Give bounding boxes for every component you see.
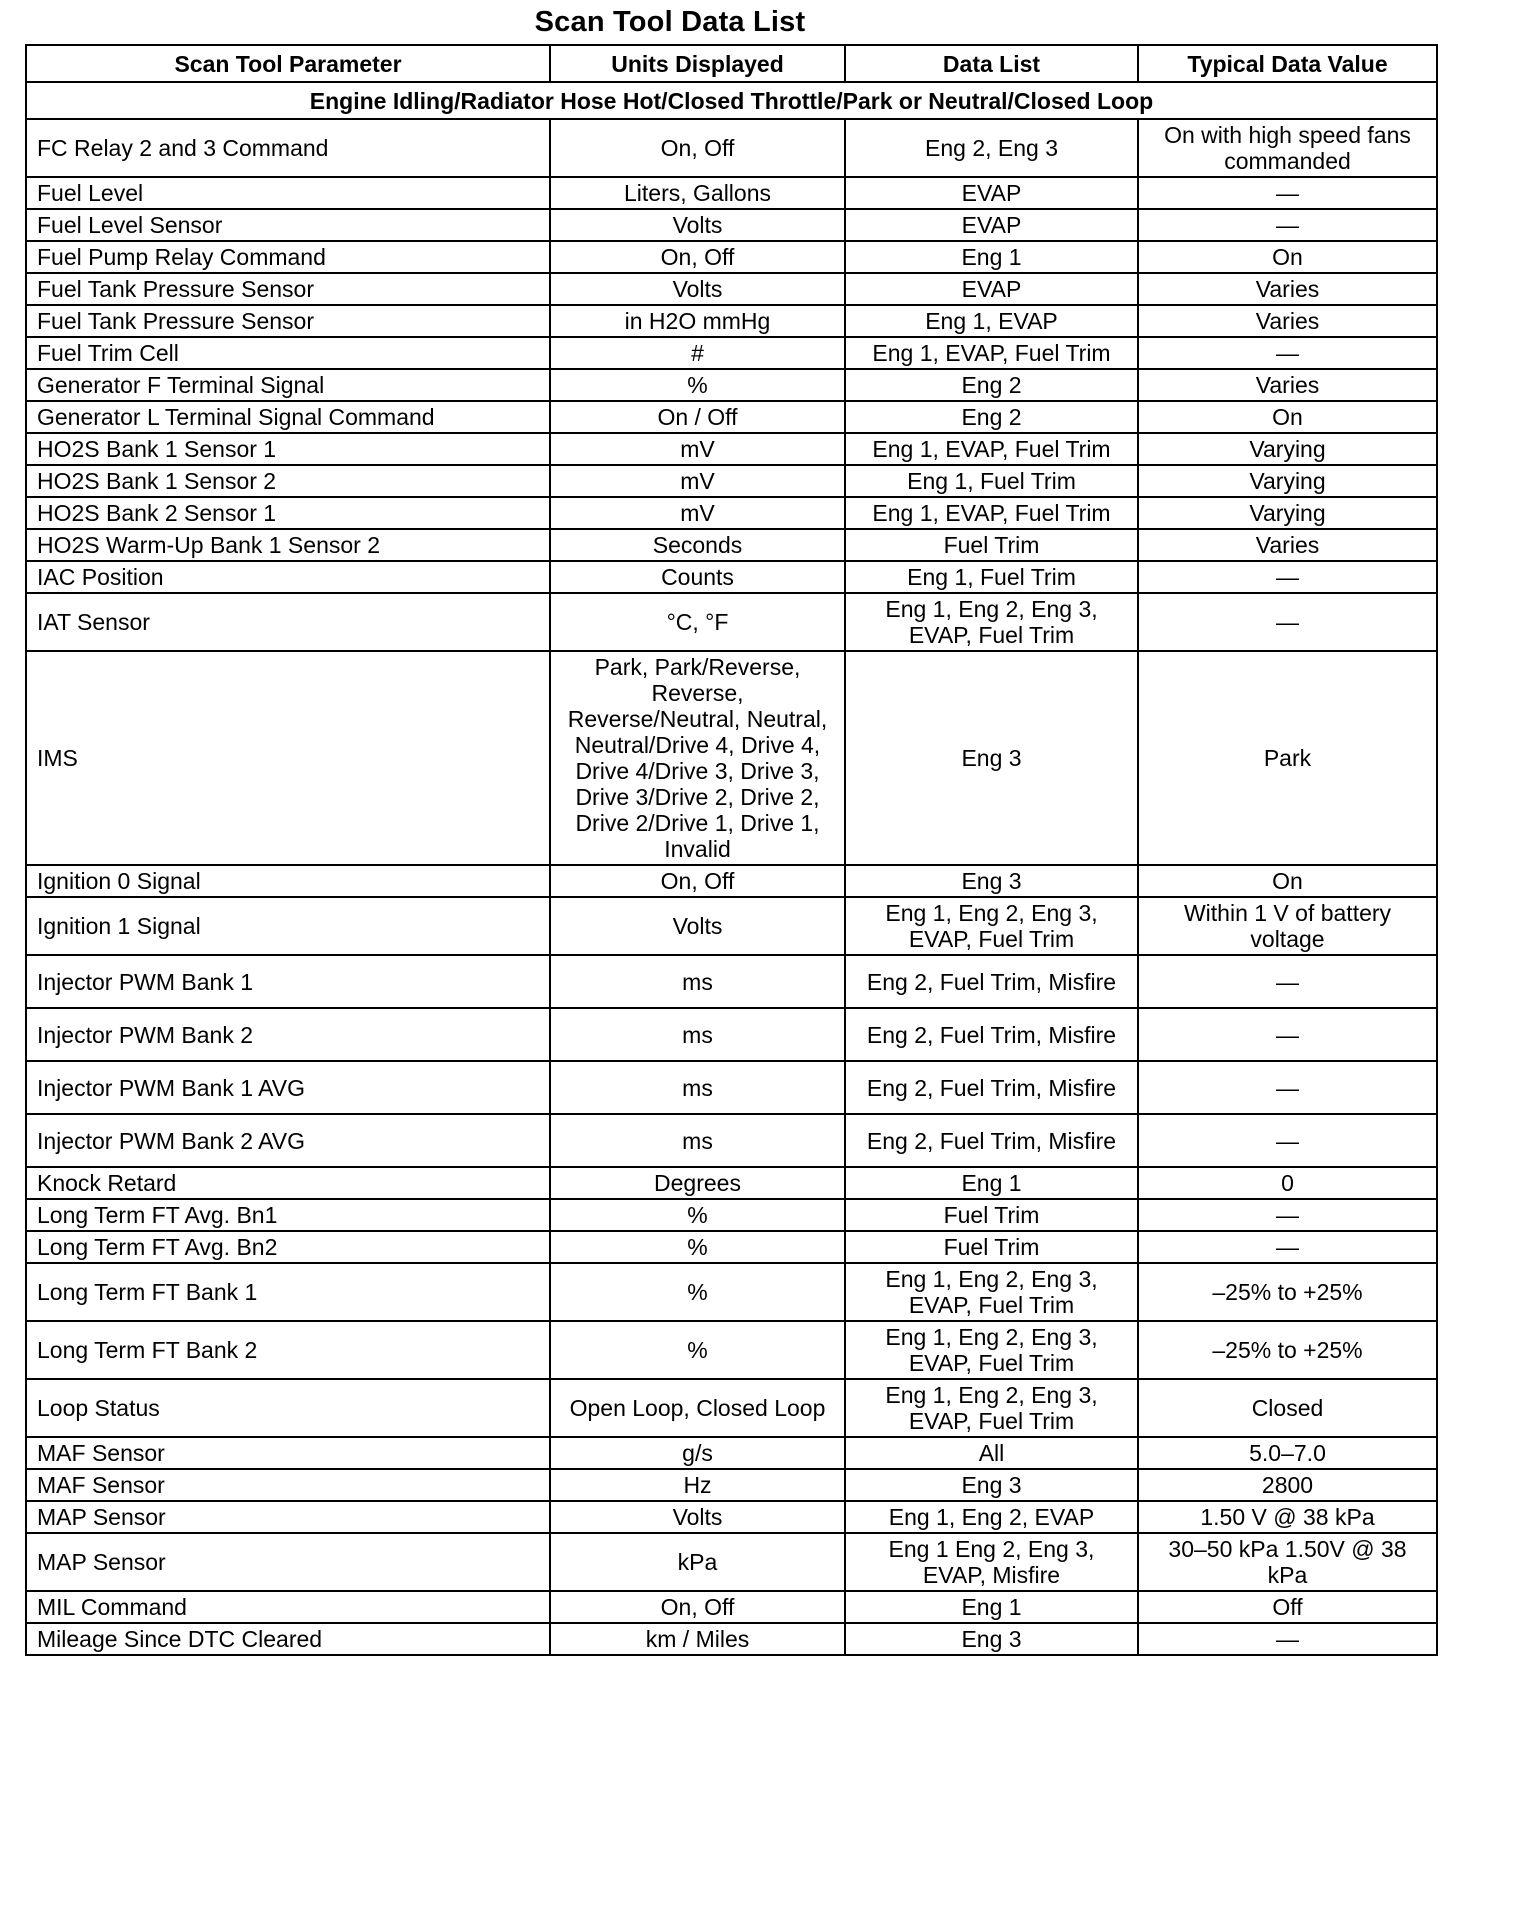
cell-units: Volts — [550, 209, 845, 241]
cell-units: ms — [550, 1114, 845, 1167]
cell-typical-value: 2800 — [1138, 1469, 1437, 1501]
cell-typical-value: –25% to +25% — [1138, 1263, 1437, 1321]
cell-data-list: Eng 3 — [845, 865, 1138, 897]
cell-typical-value: –25% to +25% — [1138, 1321, 1437, 1379]
cell-data-list: Eng 1, Fuel Trim — [845, 465, 1138, 497]
cell-units: ms — [550, 1061, 845, 1114]
condition-text: Engine Idling/Radiator Hose Hot/Closed Throttle/Park or Neutral/Closed Loop — [26, 82, 1437, 119]
cell-typical-value: — — [1138, 593, 1437, 651]
table-row — [26, 305, 1437, 337]
cell-data-list: Fuel Trim — [845, 1231, 1138, 1263]
header-data-list: Data List — [845, 45, 1138, 82]
scan-tool-data-table — [25, 44, 1438, 1656]
table-row — [26, 561, 1437, 593]
table-row — [26, 433, 1437, 465]
cell-data-list: Eng 3 — [845, 1623, 1138, 1655]
cell-data-list: Eng 2 — [845, 401, 1138, 433]
cell-data-list: Eng 1 Eng 2, Eng 3, EVAP, Misfire — [845, 1533, 1138, 1591]
cell-typical-value: Off — [1138, 1591, 1437, 1623]
cell-data-list: Eng 2, Fuel Trim, Misfire — [845, 1061, 1138, 1114]
cell-typical-value: — — [1138, 177, 1437, 209]
cell-units: kPa — [550, 1533, 845, 1591]
table-row — [26, 1533, 1437, 1591]
cell-parameter: Knock Retard — [26, 1167, 550, 1199]
cell-units: Degrees — [550, 1167, 845, 1199]
page-title: Scan Tool Data List — [534, 6, 806, 38]
table-row — [26, 1501, 1437, 1533]
cell-typical-value: Closed — [1138, 1379, 1437, 1437]
cell-data-list: All — [845, 1437, 1138, 1469]
cell-data-list: Eng 2, Eng 3 — [845, 119, 1138, 177]
cell-units: in H2O mmHg — [550, 305, 845, 337]
table-row — [26, 865, 1437, 897]
cell-data-list: Eng 1, Eng 2, Eng 3, EVAP, Fuel Trim — [845, 1379, 1138, 1437]
cell-parameter: FC Relay 2 and 3 Command — [26, 119, 550, 177]
cell-parameter: Generator F Terminal Signal — [26, 369, 550, 401]
cell-data-list: Eng 1 — [845, 1591, 1138, 1623]
cell-data-list: Fuel Trim — [845, 529, 1138, 561]
table-row — [26, 1263, 1437, 1321]
cell-typical-value: Within 1 V of battery voltage — [1138, 897, 1437, 955]
cell-parameter: Loop Status — [26, 1379, 550, 1437]
cell-parameter: HO2S Bank 1 Sensor 1 — [26, 433, 550, 465]
cell-units: # — [550, 337, 845, 369]
cell-units: % — [550, 369, 845, 401]
cell-units: mV — [550, 433, 845, 465]
table-row — [26, 241, 1437, 273]
table-row — [26, 1437, 1437, 1469]
cell-parameter: HO2S Warm-Up Bank 1 Sensor 2 — [26, 529, 550, 561]
cell-data-list: Eng 1, Eng 2, Eng 3, EVAP, Fuel Trim — [845, 897, 1138, 955]
table-row — [26, 1623, 1437, 1655]
cell-units: ms — [550, 1008, 845, 1061]
cell-typical-value: Varies — [1138, 369, 1437, 401]
cell-data-list: Eng 1 — [845, 1167, 1138, 1199]
cell-data-list: Eng 1, Eng 2, Eng 3, EVAP, Fuel Trim — [845, 1263, 1138, 1321]
table-row — [26, 1199, 1437, 1231]
header-row — [26, 45, 1437, 82]
cell-parameter: HO2S Bank 1 Sensor 2 — [26, 465, 550, 497]
cell-parameter: MAF Sensor — [26, 1437, 550, 1469]
table-row — [26, 529, 1437, 561]
cell-typical-value: 30–50 kPa 1.50V @ 38 kPa — [1138, 1533, 1437, 1591]
condition-row — [26, 82, 1437, 119]
cell-parameter: Ignition 1 Signal — [26, 897, 550, 955]
cell-data-list: Eng 3 — [845, 1469, 1138, 1501]
cell-parameter: Fuel Pump Relay Command — [26, 241, 550, 273]
cell-units: Open Loop, Closed Loop — [550, 1379, 845, 1437]
table-row — [26, 465, 1437, 497]
table-row — [26, 651, 1437, 865]
cell-units: Volts — [550, 273, 845, 305]
table-row — [26, 119, 1437, 177]
cell-units: On, Off — [550, 241, 845, 273]
cell-data-list: Eng 1, EVAP, Fuel Trim — [845, 433, 1138, 465]
cell-data-list: EVAP — [845, 209, 1138, 241]
cell-units: % — [550, 1231, 845, 1263]
cell-parameter: Fuel Level — [26, 177, 550, 209]
cell-typical-value: Varies — [1138, 273, 1437, 305]
cell-typical-value: — — [1138, 337, 1437, 369]
cell-parameter: Injector PWM Bank 1 AVG — [26, 1061, 550, 1114]
table-row — [26, 1008, 1437, 1061]
table-row — [26, 593, 1437, 651]
table-row — [26, 1321, 1437, 1379]
cell-typical-value: Varies — [1138, 305, 1437, 337]
cell-typical-value: 5.0–7.0 — [1138, 1437, 1437, 1469]
cell-parameter: IMS — [26, 651, 550, 865]
cell-data-list: EVAP — [845, 273, 1138, 305]
cell-parameter: MAP Sensor — [26, 1501, 550, 1533]
cell-typical-value: Varying — [1138, 497, 1437, 529]
table-row — [26, 1379, 1437, 1437]
table-row — [26, 1231, 1437, 1263]
table-row — [26, 401, 1437, 433]
table-row — [26, 1061, 1437, 1114]
cell-units: g/s — [550, 1437, 845, 1469]
table-row — [26, 177, 1437, 209]
cell-units: % — [550, 1263, 845, 1321]
cell-data-list: Eng 1 — [845, 241, 1138, 273]
cell-typical-value: Varies — [1138, 529, 1437, 561]
table-row — [26, 1591, 1437, 1623]
cell-data-list: Eng 1, EVAP, Fuel Trim — [845, 497, 1138, 529]
cell-typical-value: On — [1138, 865, 1437, 897]
cell-units: % — [550, 1321, 845, 1379]
table-row — [26, 209, 1437, 241]
cell-parameter: Fuel Tank Pressure Sensor — [26, 305, 550, 337]
cell-typical-value: — — [1138, 561, 1437, 593]
cell-parameter: Injector PWM Bank 2 — [26, 1008, 550, 1061]
table-row — [26, 1167, 1437, 1199]
cell-units: On, Off — [550, 1591, 845, 1623]
cell-parameter: Fuel Tank Pressure Sensor — [26, 273, 550, 305]
cell-parameter: Injector PWM Bank 2 AVG — [26, 1114, 550, 1167]
cell-data-list: Eng 1, EVAP — [845, 305, 1138, 337]
cell-units: Counts — [550, 561, 845, 593]
cell-parameter: HO2S Bank 2 Sensor 1 — [26, 497, 550, 529]
cell-parameter: Long Term FT Bank 1 — [26, 1263, 550, 1321]
cell-data-list: Eng 1, Eng 2, Eng 3, EVAP, Fuel Trim — [845, 1321, 1138, 1379]
cell-units: On / Off — [550, 401, 845, 433]
cell-units: Volts — [550, 1501, 845, 1533]
cell-data-list: Eng 2 — [845, 369, 1138, 401]
cell-typical-value: 1.50 V @ 38 kPa — [1138, 1501, 1437, 1533]
cell-units: On, Off — [550, 119, 845, 177]
cell-data-list: Eng 1, Eng 2, EVAP — [845, 1501, 1138, 1533]
cell-typical-value: Varying — [1138, 433, 1437, 465]
cell-typical-value: On with high speed fans commanded — [1138, 119, 1437, 177]
cell-units: °C, °F — [550, 593, 845, 651]
cell-parameter: Long Term FT Avg. Bn1 — [26, 1199, 550, 1231]
cell-parameter: MIL Command — [26, 1591, 550, 1623]
table-row — [26, 369, 1437, 401]
header-parameter: Scan Tool Parameter — [26, 45, 550, 82]
cell-typical-value: — — [1138, 1199, 1437, 1231]
cell-units: On, Off — [550, 865, 845, 897]
cell-parameter: Mileage Since DTC Cleared — [26, 1623, 550, 1655]
cell-units: mV — [550, 497, 845, 529]
table-row — [26, 337, 1437, 369]
cell-typical-value: On — [1138, 401, 1437, 433]
cell-typical-value: — — [1138, 1231, 1437, 1263]
cell-data-list: Eng 2, Fuel Trim, Misfire — [845, 1008, 1138, 1061]
cell-typical-value: — — [1138, 1061, 1437, 1114]
table-row — [26, 897, 1437, 955]
cell-parameter: Long Term FT Avg. Bn2 — [26, 1231, 550, 1263]
cell-typical-value: — — [1138, 209, 1437, 241]
cell-units: % — [550, 1199, 845, 1231]
cell-parameter: Fuel Level Sensor — [26, 209, 550, 241]
table-row — [26, 1114, 1437, 1167]
cell-units: mV — [550, 465, 845, 497]
cell-data-list: Eng 1, EVAP, Fuel Trim — [845, 337, 1138, 369]
table-row — [26, 955, 1437, 1008]
cell-units: km / Miles — [550, 1623, 845, 1655]
cell-parameter: Long Term FT Bank 2 — [26, 1321, 550, 1379]
cell-data-list: Eng 1, Eng 2, Eng 3, EVAP, Fuel Trim — [845, 593, 1138, 651]
cell-units: Volts — [550, 897, 845, 955]
cell-parameter: Generator L Terminal Signal Command — [26, 401, 550, 433]
header-units: Units Displayed — [550, 45, 845, 82]
cell-data-list: Eng 2, Fuel Trim, Misfire — [845, 955, 1138, 1008]
cell-units: Seconds — [550, 529, 845, 561]
cell-parameter: IAC Position — [26, 561, 550, 593]
cell-data-list: Eng 1, Fuel Trim — [845, 561, 1138, 593]
cell-typical-value: Park — [1138, 651, 1437, 865]
cell-units: Hz — [550, 1469, 845, 1501]
cell-typical-value: Varying — [1138, 465, 1437, 497]
cell-typical-value: — — [1138, 955, 1437, 1008]
cell-typical-value: — — [1138, 1008, 1437, 1061]
cell-parameter: Injector PWM Bank 1 — [26, 955, 550, 1008]
cell-parameter: Ignition 0 Signal — [26, 865, 550, 897]
table-row — [26, 1469, 1437, 1501]
cell-units: ms — [550, 955, 845, 1008]
cell-typical-value: — — [1138, 1114, 1437, 1167]
cell-typical-value: 0 — [1138, 1167, 1437, 1199]
cell-typical-value: On — [1138, 241, 1437, 273]
cell-parameter: Fuel Trim Cell — [26, 337, 550, 369]
cell-parameter: MAP Sensor — [26, 1533, 550, 1591]
table-row — [26, 497, 1437, 529]
cell-data-list: Eng 2, Fuel Trim, Misfire — [845, 1114, 1138, 1167]
header-typical-value: Typical Data Value — [1138, 45, 1437, 82]
cell-units: Liters, Gallons — [550, 177, 845, 209]
cell-units: Park, Park/Reverse, Reverse, Reverse/Neutral, Neutral, Neutral/Drive 4, Drive 4, Drive 4/Drive 3, Drive 3, Drive 3/Drive 2, Drive 2, Drive 2/Drive 1, Drive 1, Invalid — [550, 651, 845, 865]
cell-data-list: Eng 3 — [845, 651, 1138, 865]
cell-typical-value: — — [1138, 1623, 1437, 1655]
cell-parameter: IAT Sensor — [26, 593, 550, 651]
table-row — [26, 273, 1437, 305]
cell-parameter: MAF Sensor — [26, 1469, 550, 1501]
cell-data-list: EVAP — [845, 177, 1138, 209]
cell-data-list: Fuel Trim — [845, 1199, 1138, 1231]
